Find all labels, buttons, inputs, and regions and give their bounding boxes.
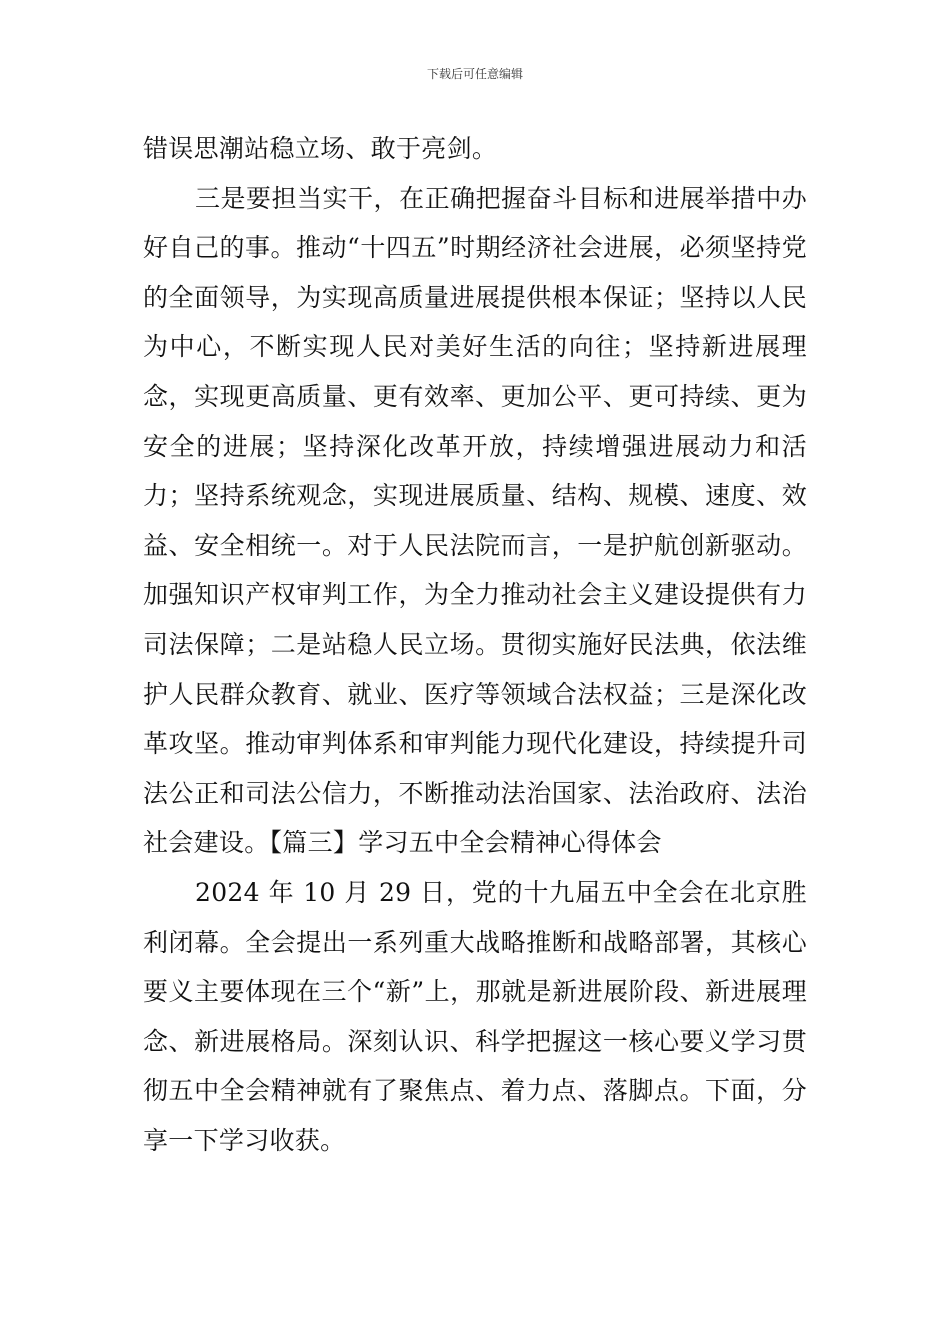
document-body bbox=[143, 124, 807, 1165]
paragraph-plenum-intro: 2024 年 10 月 29 日，党的十九届五中全会在北京胜利闭幕。全会提出一系列重大战略推断和战略部署，其核心要义主要体现在三个“新”上，那就是新进展阶段、新进展理念、新进展格局。深刻认识、科学把握这一核心要义学习贯彻五中全会精神就有了聚焦点、着力点、落脚点。下面，分享一下学习收获。 bbox=[143, 877, 807, 1155]
paragraph-continuation: 错误思潮站稳立场、敢于亮剑。 bbox=[143, 134, 498, 163]
paragraph-point-three: 三是要担当实干，在正确把握奋斗目标和进展举措中办好自己的事。推动“十四五”时期经济社会进展，必须坚持党的全面领导，为实现高质量进展提供根本保证；坚持以人民为中心，不断实现人民对美好生活的向往；坚持新进展理念，实现更高质量、更有效率、更加公平、更可持续、更为安全的进展；坚持深化改革开放，持续增强进展动力和活力；坚持系统观念，实现进展质量、结构、规模、速度、效益、安全相统一。对于人民法院而言，一是护航创新驱动。加强知识产权审判工作，为全力推动社会主义建设提供有力司法保障；二是站稳人民立场。贯彻实施好民法典，依法维护人民群众教育、就业、医疗等领域合法权益；三是深化改革攻坚。推动审判体系和审判能力现代化建设，持续提升司法公正和司法公信力，不断推动法治国家、法治政府、法治社会建设。【篇三】学习五中全会精神心得体会 bbox=[143, 183, 807, 858]
page-header-note: 下载后可任意编辑 bbox=[426, 67, 523, 81]
